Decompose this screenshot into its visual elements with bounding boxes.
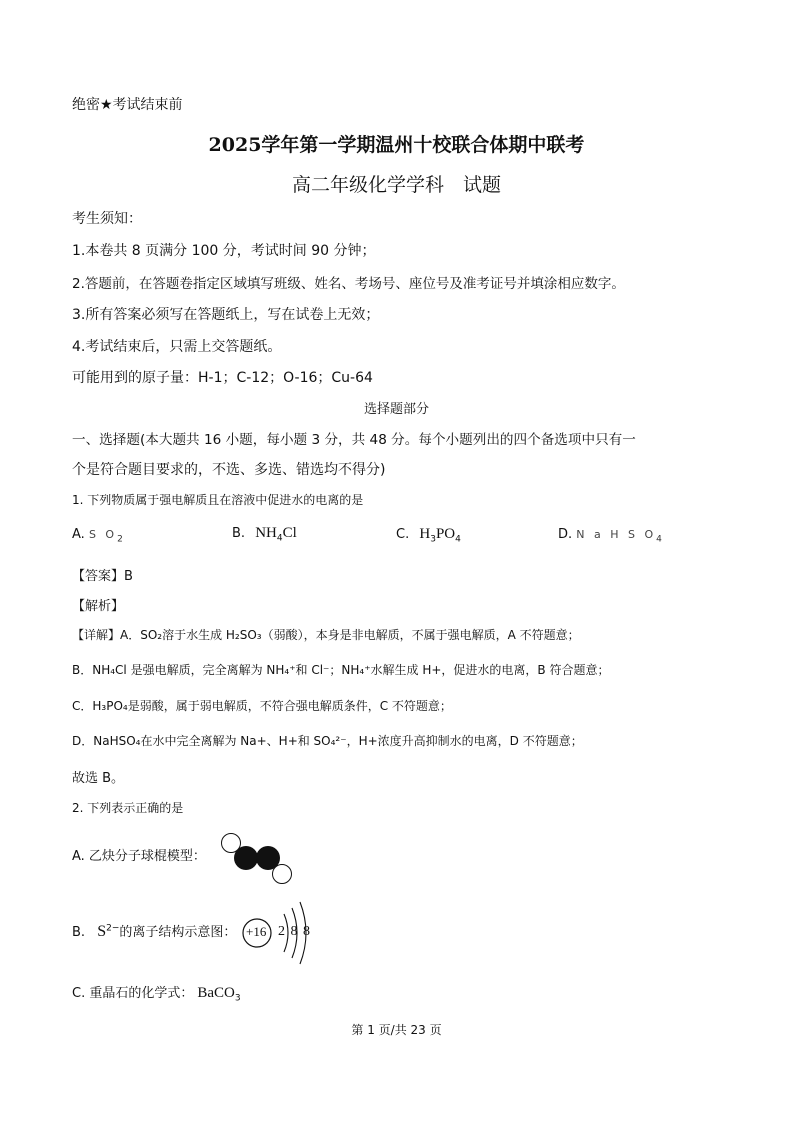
q2-option-c-text: C. 重晶石的化学式： (72, 986, 194, 1001)
q1-option-b-label: B. (232, 526, 246, 541)
section-instruction-line2: 个是符合题目要求的，不选、多选、错选均不得分) (72, 462, 386, 478)
q1-answer-label: 【答案】 (72, 569, 125, 584)
q2-stem: 2. 下列表示正确的是 (72, 801, 184, 815)
q2-option-c: C. 重晶石的化学式： BaCO$_3$ (72, 985, 241, 1004)
q1-answer (72, 565, 133, 584)
q1-option-b: B. $NH_4Cl$ (232, 525, 297, 544)
sulfide-ion-symbol: S (97, 923, 107, 940)
section-instruction-line1: 一、选择题(本大题共 16 小题，每小题 3 分，共 48 分。每个小题列出的四个备选项中只有一 (72, 432, 636, 448)
q1-detail-d: D．NaHSO₄在水中完全离解为 Na+、H+和 SO₄²⁻，H+浓度升高抑制水的电离，D 不符题意； (72, 734, 583, 748)
notice-item-2: 2.答题前，在答题卷指定区域填写班级、姓名、考场号、座位号及准考证号并填涂相应数字。 (72, 276, 625, 292)
q1-analysis-label: 【解析】 (72, 599, 125, 614)
q2-option-b-text: B. $S^{2-}$的离子结构示意图： (72, 923, 237, 940)
notice-heading: 考生须知： (72, 211, 142, 227)
exam-subtitle: 高二年级化学学科 试题 (291, 174, 501, 196)
sulfide-ion-structure-diagram (240, 900, 320, 966)
part-title: 选择题部分 (363, 402, 429, 417)
q2-option-b-label: B. (72, 925, 86, 940)
acetylene-ball-stick-model (218, 832, 298, 888)
q1-option-c-label: C. (396, 527, 410, 542)
notice-item-3: 3.所有答案必须写在答题纸上，写在试卷上无效； (72, 307, 380, 323)
electron-shells: 2 8 8 (278, 924, 310, 939)
q1-detail-a: 【详解】A．SO₂溶于水生成 H₂SO₃（弱酸），本身是非电解质，不属于强电解质，A 不符题意； (72, 628, 580, 642)
q1-option-c-value: H (419, 526, 431, 542)
q1-option-c: C. $H_3PO_4$ (396, 526, 461, 545)
exam-title: 2025学年第一学期温州十校联合体期中联考 (208, 134, 585, 156)
q2-option-a-text: A. 乙炔分子球棍模型： (72, 849, 206, 864)
q1-option-d: D. N a H S $O_4$ (558, 527, 662, 545)
hydrogen-atom-ball (272, 864, 292, 884)
q2-option-b-caption: 的离子结构示意图： (119, 925, 237, 940)
q1-stem: 1. 下列物质属于强电解质且在溶液中促进水的电离的是 (72, 493, 364, 507)
page-footer: 第 1 页/共 23 页 (351, 1023, 442, 1037)
nucleus-charge: +16 (246, 924, 267, 939)
q2-option-c-formula: BaCO (197, 985, 235, 1001)
q1-detail-b: B．NH₄Cl 是强电解质，完全离解为 NH₄⁺和 Cl⁻；NH₄⁺水解生成 H+，促进水的电离，B 符合题意； (72, 663, 610, 677)
q1-option-b-value: NH (255, 525, 277, 541)
carbon-atom-ball (234, 846, 258, 870)
q1-option-d-label: D. (558, 527, 573, 542)
q1-option-a-value: S O (88, 528, 118, 541)
q1-option-d-value: N a H S O (576, 528, 657, 541)
notice-item-4: 4.考试结束后，只需上交答题纸。 (72, 339, 282, 355)
q1-answer-value: B (124, 569, 133, 584)
q1-option-a-label: A. (72, 527, 85, 542)
notice-item-1: 1.本卷共 8 页满分 100 分，考试时间 90 分钟； (72, 243, 376, 259)
q1-option-a: A. S $O_2$ (72, 527, 123, 545)
q1-detail-c: C．H₃PO₄是弱酸，属于弱电解质，不符合强电解质条件，C 不符题意； (72, 699, 452, 713)
secret-mark: 绝密★考试结束前 (72, 97, 183, 113)
q1-conclusion: 故选 B。 (72, 771, 125, 786)
atomic-mass: 可能用到的原子量：H-1；C-12；O-16；Cu-64 (72, 370, 373, 386)
